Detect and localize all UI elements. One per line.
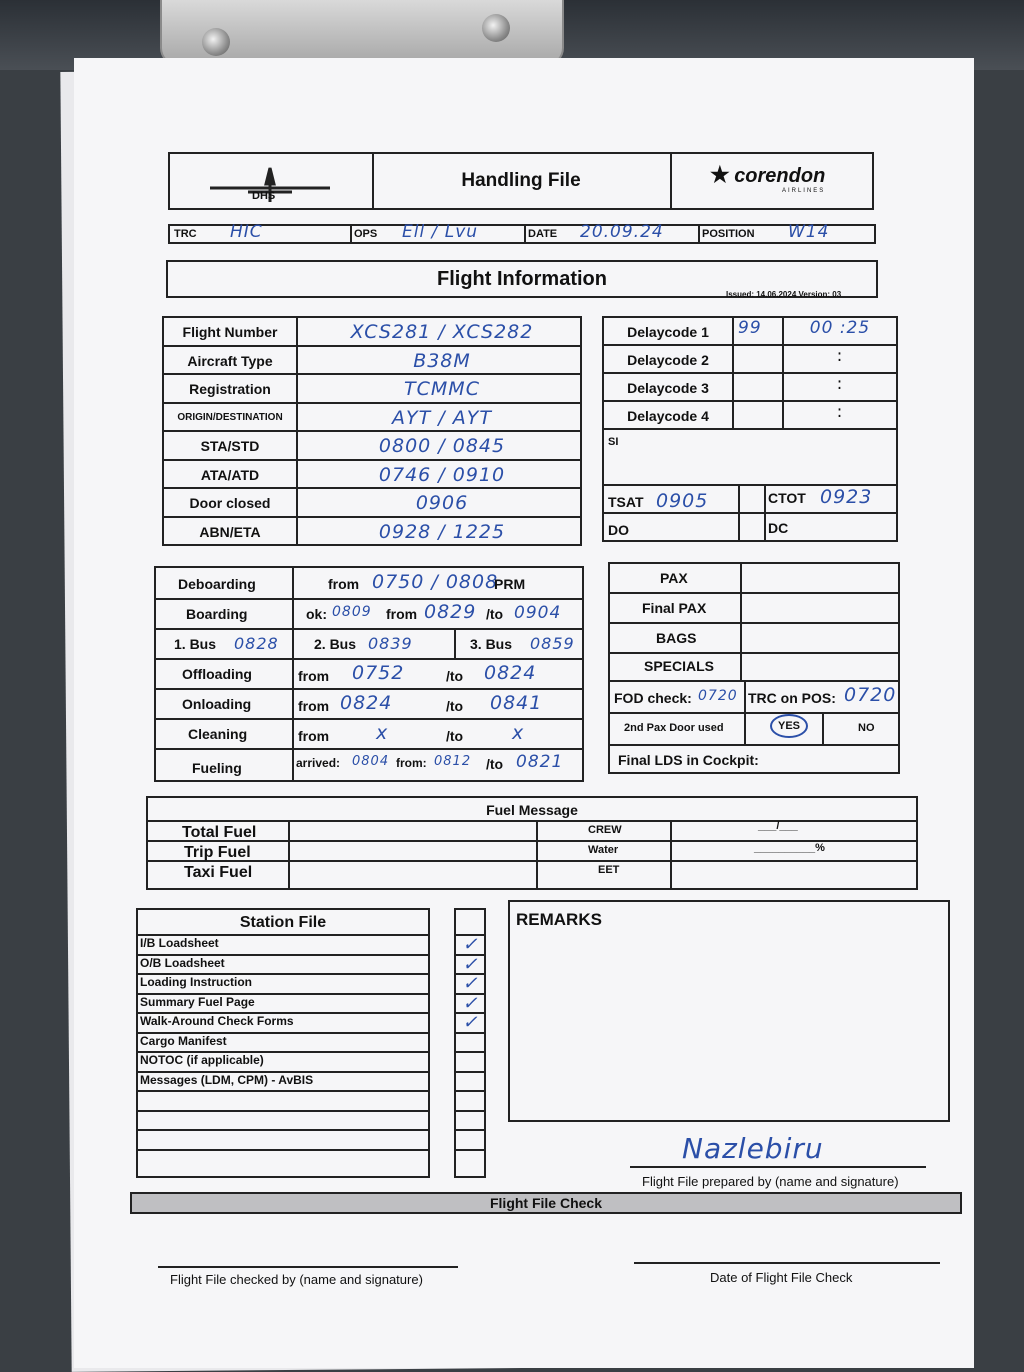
boarding-ok-value: 0809 (332, 604, 372, 620)
station-check: ✓ (456, 973, 484, 993)
ops-table (154, 566, 584, 782)
station-row: Summary Fuel Page (138, 993, 428, 1013)
station-file-title: Station File (239, 914, 327, 931)
position-value: W14 (788, 222, 830, 242)
si-label: SI (608, 436, 619, 448)
station-row: Walk-Around Check Forms (138, 1012, 428, 1032)
flight-row-value: 0928 / 1225 (378, 520, 506, 543)
flight-row-value: XCS281 / XCS282 (350, 321, 534, 344)
fod-value: 0720 (698, 688, 738, 704)
delay-row (604, 318, 896, 346)
flight-row (164, 318, 580, 347)
fueling-arrived-label: arrived: (296, 756, 341, 770)
cleaning-to-label: /to (446, 728, 464, 744)
flight-row-value: 0746 / 0910 (378, 463, 506, 486)
delay-row (604, 402, 896, 430)
delay-code (738, 346, 784, 374)
clipboard-clip (160, 0, 564, 66)
delay-row (604, 346, 896, 374)
fueling-to-value: 0821 (516, 752, 564, 772)
deboarding-from-label: from (328, 576, 360, 592)
boarding-from-value: 0829 (424, 601, 477, 623)
issued-version: Issued: 14.06.2024 Version: 03 (726, 290, 842, 299)
delay-code (738, 402, 784, 430)
delay-time: : (836, 346, 844, 366)
remarks-box (508, 900, 950, 1122)
handling-file-sheet (74, 58, 974, 1368)
flight-row (164, 489, 580, 518)
offloading-label: Offloading (182, 666, 252, 682)
bus2-label: 2. Bus (314, 636, 357, 652)
tsat-label: TSAT (608, 494, 644, 510)
station-check (456, 1090, 484, 1110)
eet-label: EET (598, 864, 620, 876)
delay-label: Delaycode 3 (604, 374, 734, 402)
station-row: O/B Loadsheet (138, 954, 428, 974)
bus2-value: 0839 (368, 634, 413, 653)
offloading-to-value: 0824 (484, 662, 537, 684)
station-check (456, 1110, 484, 1130)
flight-table (162, 316, 582, 546)
fod-label: FOD check: (614, 690, 692, 706)
dhs-logo (170, 154, 374, 208)
onloading-from-label: from (298, 698, 330, 714)
delay-label: Delaycode 2 (604, 346, 734, 374)
delay-label: Delaycode 4 (604, 402, 734, 430)
pax-label: PAX (660, 570, 688, 586)
corendon-logo-sub: AIRLINES (781, 188, 826, 194)
delay-code: 99 (738, 318, 784, 346)
trc-pos-value: 0720 (844, 684, 897, 706)
flight-row-value: AYT / AYT (392, 406, 492, 429)
offloading-to-label: /to (446, 668, 464, 684)
ctot-label: CTOT (768, 490, 806, 506)
crew-label: CREW (588, 824, 622, 836)
station-row (138, 1149, 428, 1169)
station-check: ✓ (456, 1012, 484, 1032)
flight-row (164, 432, 580, 461)
flight-row-label: Registration (164, 375, 298, 404)
pax-table (608, 562, 900, 774)
date-check-label: Date of Flight File Check (710, 1270, 853, 1285)
specials-label: SPECIALS (644, 658, 715, 674)
header-box (168, 152, 874, 210)
trc-value: HIC (230, 222, 263, 242)
flight-row-value: B38M (413, 349, 471, 372)
flight-row-label: ORIGIN/DESTINATION (164, 404, 298, 433)
tsat-value: 0905 (656, 490, 709, 512)
final-pax-label: Final PAX (642, 600, 707, 616)
trc-label: TRC (174, 228, 197, 240)
station-row: Cargo Manifest (138, 1032, 428, 1052)
boarding-to-value: 0904 (514, 603, 562, 623)
cleaning-from-label: from (298, 728, 330, 744)
station-check (456, 1071, 484, 1091)
station-check (456, 1129, 484, 1149)
trip-fuel-label: Trip Fuel (184, 844, 251, 861)
boarding-to-label: /to (486, 606, 504, 622)
flight-row-label: ABN/ETA (164, 518, 298, 547)
flight-row (164, 461, 580, 490)
date-label: DATE (528, 228, 558, 240)
boarding-from-label: from (386, 606, 418, 622)
station-check-column (454, 908, 486, 1178)
corendon-logo-text: corendon (734, 165, 826, 187)
bus3-label: 3. Bus (470, 636, 513, 652)
bus1-value: 0828 (234, 634, 279, 653)
topline-row (168, 224, 876, 244)
flight-file-check-bar (130, 1192, 962, 1214)
onloading-label: Onloading (182, 696, 252, 712)
fuel-message-title: Fuel Message (486, 802, 578, 818)
fueling-to-label: /to (486, 756, 504, 772)
trc-pos-label: TRC on POS: (748, 690, 836, 706)
ctot-value: 0923 (820, 486, 873, 508)
final-lds-label: Final LDS in Cockpit: (618, 752, 759, 768)
station-check: ✓ (456, 954, 484, 974)
dc-label: DC (768, 520, 789, 536)
total-fuel-label: Total Fuel (182, 824, 257, 841)
flight-row (164, 404, 580, 433)
station-row (138, 1129, 428, 1149)
bags-label: BAGS (656, 630, 697, 646)
onloading-to-label: /to (446, 698, 464, 714)
station-row: Messages (LDM, CPM) - AvBIS (138, 1071, 428, 1091)
delay-label: Delaycode 1 (604, 318, 734, 346)
delay-table (602, 316, 898, 542)
flight-row-value: 0906 (415, 492, 469, 515)
delay-time: : (836, 402, 844, 422)
ops-value: Ell / Lvu (402, 222, 479, 242)
flight-row-label: Door closed (164, 489, 298, 518)
door-no-option: NO (858, 722, 875, 734)
station-row: NOTOC (if applicable) (138, 1051, 428, 1071)
boarding-ok-label: ok: (306, 606, 327, 622)
station-check (456, 1051, 484, 1071)
station-row: Loading Instruction (138, 973, 428, 993)
rivet-icon (202, 28, 230, 56)
delay-row (604, 374, 896, 402)
station-row (138, 1110, 428, 1130)
fueling-from-value: 0812 (434, 754, 472, 769)
cleaning-from-value: x (376, 722, 389, 744)
station-check (456, 1149, 484, 1169)
station-row: I/B Loadsheet (138, 934, 428, 954)
flight-row (164, 375, 580, 404)
station-check (456, 1032, 484, 1052)
water-field: __________% (754, 842, 825, 854)
fueling-arrived-value: 0804 (352, 754, 390, 769)
fueling-label: Fueling (192, 760, 242, 776)
bus3-value: 0859 (530, 634, 575, 653)
delay-time: : (836, 374, 844, 394)
flight-row-label: Aircraft Type (164, 347, 298, 376)
water-label: Water (588, 844, 619, 856)
rivet-icon (482, 14, 510, 42)
taxi-fuel-label: Taxi Fuel (184, 864, 253, 881)
door-yes-option: YES (770, 714, 808, 738)
boarding-label: Boarding (186, 606, 248, 622)
cleaning-label: Cleaning (188, 726, 248, 742)
bus1-label: 1. Bus (174, 636, 217, 652)
flight-row-value: TCMMC (404, 378, 480, 401)
section-title: Flight Information (437, 267, 607, 290)
corendon-logo (710, 162, 825, 194)
offloading-from-label: from (298, 668, 330, 684)
star-icon: ★ (710, 162, 730, 187)
flight-row-label: STA/STD (164, 432, 298, 461)
flight-row-label: Flight Number (164, 318, 298, 347)
dhs-logo-text: DHS (252, 190, 276, 202)
deboarding-label: Deboarding (178, 576, 256, 592)
onloading-from-value: 0824 (340, 692, 393, 714)
flight-row-value: 0800 / 0845 (378, 435, 506, 458)
prepared-by-label: Flight File prepared by (name and signature) (642, 1174, 899, 1189)
offloading-from-value: 0752 (352, 662, 405, 684)
position-label: POSITION (702, 228, 755, 240)
delay-code (738, 374, 784, 402)
cleaning-to-value: x (512, 722, 525, 744)
signature-handwriting: Nazlebiru (682, 1132, 824, 1165)
delay-time: 00 :25 (809, 318, 871, 338)
station-row (138, 1090, 428, 1110)
onloading-to-value: 0841 (490, 692, 543, 714)
flight-row (164, 518, 580, 547)
crew-field: ___/___ (758, 820, 798, 832)
date-value: 20.09.24 (580, 222, 664, 242)
fueling-from-label: from: (396, 756, 427, 770)
flight-file-check-title: Flight File Check (489, 1195, 602, 1211)
prm-label: PRM (494, 576, 526, 592)
flight-row (164, 347, 580, 376)
fuel-message-box (146, 796, 918, 890)
station-check: ✓ (456, 934, 484, 954)
station-check: ✓ (456, 993, 484, 1013)
second-door-label: 2nd Pax Door used (624, 722, 724, 734)
station-file-table (136, 908, 430, 1178)
page-title: Handling File (372, 154, 672, 208)
ops-label: OPS (354, 228, 378, 240)
flight-row-label: ATA/ATD (164, 461, 298, 490)
remarks-title: REMARKS (516, 910, 602, 929)
do-label: DO (608, 522, 629, 538)
checked-by-label: Flight File checked by (name and signature) (170, 1272, 423, 1287)
deboarding-from-value: 0750 / 0808 (372, 571, 499, 593)
